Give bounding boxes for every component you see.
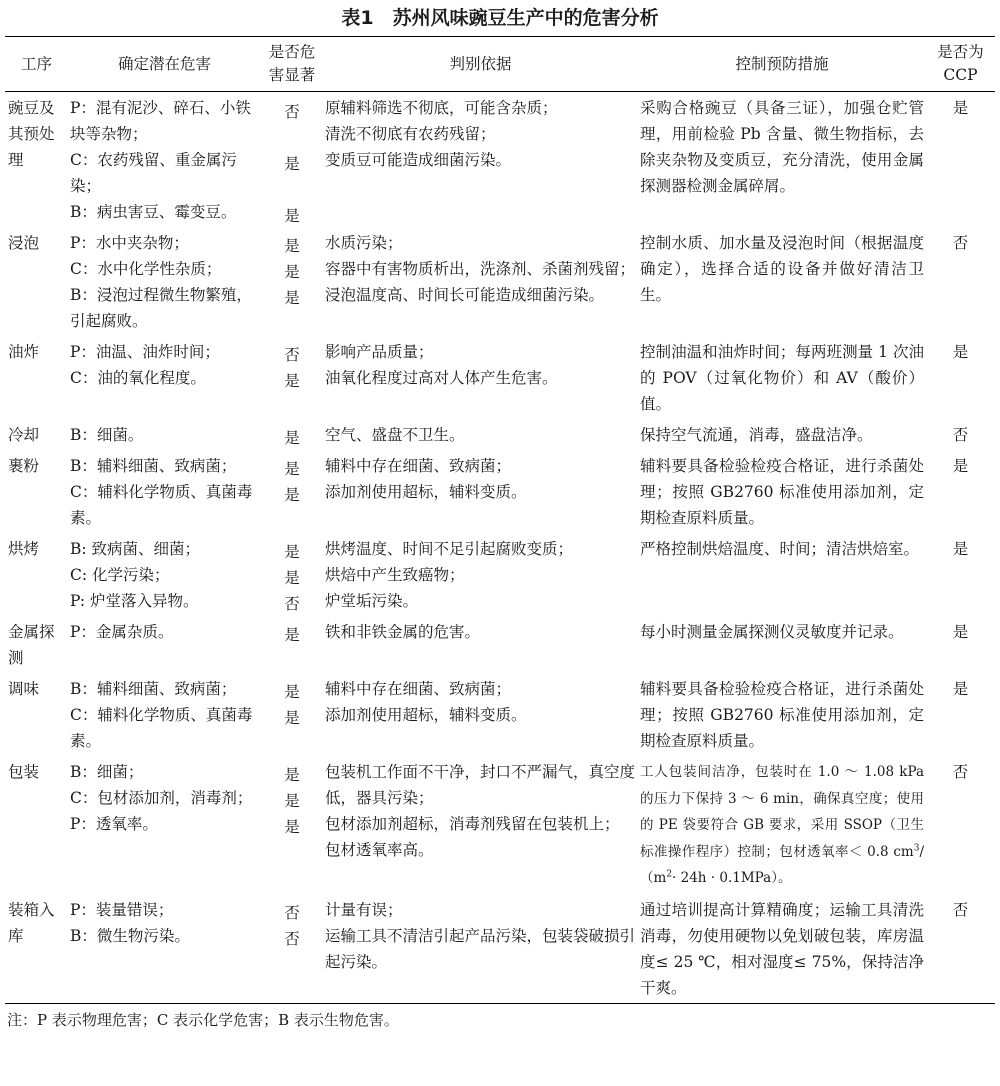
basis-item: 添加剂使用超标，辅料变质。 [325, 483, 527, 501]
significance-cell [261, 92, 323, 228]
ccp-cell: 是 [952, 623, 969, 641]
header-ccp [926, 37, 995, 92]
significance-mark: 是 [284, 263, 300, 281]
table-note: 注：P 表示物理危害；C 表示化学危害；B 表示生物危害。 [7, 1010, 399, 1029]
hazard-cell [68, 336, 261, 419]
basis-item: 烘焙中产生致癌物； [325, 566, 465, 584]
significance-cell [261, 616, 323, 673]
table-row [5, 419, 995, 450]
basis-item: 包装机工作面不干净，封口不严漏气，真空度低，器具污染； [325, 763, 636, 807]
significance-mark: 是 [284, 569, 300, 587]
hazard-item: B: 致病菌、细菌； [70, 540, 201, 558]
table-body [5, 92, 995, 1004]
significance-cell [261, 419, 323, 450]
table-row [5, 450, 995, 533]
hazard-item: C：农药残留、重金属污染； [70, 151, 237, 195]
control-cell: 辅料要具备检验检疫合格证，进行杀菌处理；按照 GB2760 标准使用添加剂，定期检查原料质量。 [640, 680, 924, 750]
control-cell: 保持空气流通，消毒，盛盘洁净。 [640, 426, 873, 444]
basis-item: 运输工具不清洁引起产品污染，包装袋破损引起污染。 [325, 926, 636, 971]
basis-item: 油氧化程度过高对人体产生危害。 [325, 369, 558, 387]
significance-mark: 否 [284, 102, 300, 121]
table-row [5, 227, 995, 336]
significance-mark: 是 [284, 460, 300, 478]
control-cell: 每小时测量金属探测仪灵敏度并记录。 [640, 623, 904, 641]
basis-cell [323, 756, 638, 894]
control-text: · 24h · 0.1MPa）。 [672, 870, 792, 887]
header-significant-line: 是否危 [268, 43, 316, 61]
significance-mark: 否 [284, 929, 300, 948]
process-cell: 包装 [8, 763, 40, 781]
basis-cell [323, 450, 638, 533]
basis-item: 计量有误； [325, 900, 403, 919]
hazard-item: B：微生物污染。 [70, 926, 190, 945]
header-significant-line: 害显著 [268, 66, 316, 84]
hazard-item: B：细菌。 [70, 426, 144, 444]
ccp-cell: 是 [952, 99, 969, 117]
significance-mark: 是 [284, 683, 300, 701]
process-cell: 烘烤 [8, 540, 40, 558]
significance-cell [261, 756, 323, 894]
basis-item: 包材添加剂超标，消毒剂残留在包装机上； [325, 815, 620, 833]
process-cell: 豌豆及其预处理 [8, 99, 55, 169]
control-cell: 通过培训提高计算精确度；运输工具清洗消毒，勿使用硬物以免划破包装，库房温度≤ 25 ℃，相对湿度≤ 75%，保持洁净干爽。 [640, 900, 924, 997]
hazard-item: P：水中夹杂物； [70, 234, 189, 252]
header-ccp-line: CCP [943, 66, 978, 84]
hazard-item: C：辅料化学物质、真菌毒素。 [70, 706, 253, 750]
basis-cell [323, 92, 638, 228]
significance-mark: 是 [284, 289, 300, 307]
hazard-item: P: 炉堂落入异物。 [70, 592, 199, 610]
hazard-item: C：包材添加剂，消毒剂； [70, 789, 253, 807]
basis-item: 炉堂垢污染。 [325, 592, 419, 610]
significance-mark: 是 [284, 709, 300, 727]
significance-mark: 是 [284, 429, 300, 447]
hazard-item: B：细菌； [70, 763, 144, 781]
header-control: 控制预防措施 [735, 54, 829, 73]
table-row [5, 533, 995, 616]
significance-cell [261, 533, 323, 616]
table-row [5, 616, 995, 673]
hazard-analysis-table [5, 36, 995, 1004]
hazard-cell [68, 419, 261, 450]
significance-mark: 是 [284, 206, 300, 225]
process-cell: 调味 [8, 680, 40, 698]
table-row [5, 673, 995, 756]
basis-cell [323, 673, 638, 756]
ccp-cell: 否 [952, 426, 969, 444]
control-cell [638, 756, 926, 894]
basis-cell [323, 419, 638, 450]
significance-mark: 是 [284, 237, 300, 255]
hazard-item: P：金属杂质。 [70, 623, 174, 641]
significance-mark: 是 [284, 818, 300, 836]
significance-cell [261, 894, 323, 1004]
process-cell: 油炸 [8, 343, 40, 361]
process-cell: 金属探测 [8, 623, 55, 667]
control-cell: 采购合格豌豆（具备三证），加强仓贮管理，用前检验 Pb 含量、微生物指标，去除夹杂物及变质豆，充分清洗，使用金属探测器检测金属碎屑。 [640, 99, 924, 195]
significance-cell [261, 336, 323, 419]
hazard-item: C：辅料化学物质、真菌毒素。 [70, 483, 253, 527]
control-cell: 严格控制烘焙温度、时间；清洁烘焙室。 [640, 540, 920, 558]
significance-mark: 否 [284, 346, 300, 364]
hazard-cell [68, 533, 261, 616]
table-row [5, 894, 995, 1004]
header-process: 工序 [20, 54, 52, 73]
hazard-item: C: 化学污染； [70, 566, 170, 584]
significance-mark: 是 [284, 766, 300, 784]
ccp-cell: 是 [952, 540, 969, 558]
hazard-cell [68, 227, 261, 336]
hazard-item: C：水中化学性杂质； [70, 260, 222, 278]
hazard-cell [68, 92, 261, 228]
process-cell: 冷却 [8, 426, 40, 444]
hazard-cell [68, 616, 261, 673]
significance-mark: 是 [284, 626, 300, 644]
control-cell: 控制水质、加水量及浸泡时间（根据温度确定），选择合适的设备并做好清洁卫生。 [640, 234, 924, 304]
process-cell: 浸泡 [8, 234, 40, 252]
table-row [5, 92, 995, 228]
hazard-item: B：浸泡过程微生物繁殖，引起腐败。 [70, 286, 252, 330]
basis-cell [323, 616, 638, 673]
header-basis: 判别依据 [449, 54, 512, 73]
basis-item: 原辅料筛选不彻底，可能含杂质； [325, 99, 558, 117]
control-text: /（m [640, 843, 924, 887]
significance-mark: 否 [284, 595, 300, 613]
basis-item: 水质污染； [325, 234, 403, 252]
basis-item: 清洗不彻底有农药残留； [325, 125, 496, 143]
basis-item: 包材透氧率高。 [325, 841, 434, 859]
basis-item: 容器中有害物质析出，洗涤剂、杀菌剂残留； [325, 260, 636, 278]
process-cell: 装箱入库 [8, 900, 55, 945]
basis-cell [323, 336, 638, 419]
hazard-item: B：病虫害豆、霉变豆。 [70, 203, 237, 221]
control-cell: 控制油温和油炸时间；每两班测量 1 次油的 POV（过氧化物价）和 AV（酸价）值。 [640, 343, 924, 413]
hazard-item: B：辅料细菌、致病菌； [70, 680, 237, 698]
basis-item: 空气、盛盘不卫生。 [325, 426, 465, 444]
hazard-cell [68, 756, 261, 894]
hazard-item: P：透氧率。 [70, 815, 158, 833]
hazard-cell [68, 450, 261, 533]
basis-cell [323, 227, 638, 336]
ccp-cell: 否 [952, 763, 969, 781]
control-cell: 辅料要具备检验检疫合格证，进行杀菌处理；按照 GB2760 标准使用添加剂，定期检查原料质量。 [640, 457, 924, 527]
significance-mark: 是 [284, 154, 300, 173]
superscript: 3 [913, 843, 920, 854]
header-significant [261, 37, 323, 92]
basis-item: 影响产品质量； [325, 343, 434, 361]
process-cell: 裹粉 [8, 457, 40, 475]
significance-cell [261, 673, 323, 756]
hazard-item: P：装量错误； [70, 900, 174, 919]
basis-item: 添加剂使用超标，辅料变质。 [325, 706, 527, 724]
header-ccp-line: 是否为 [937, 43, 984, 61]
significance-mark: 是 [284, 486, 300, 504]
basis-cell [323, 533, 638, 616]
significance-mark: 是 [284, 792, 300, 810]
ccp-cell: 否 [952, 900, 969, 919]
table-row [5, 756, 995, 894]
basis-item: 铁和非铁金属的危害。 [325, 623, 481, 641]
hazard-cell [68, 894, 261, 1004]
hazard-item: B：辅料细菌、致病菌； [70, 457, 237, 475]
basis-cell [323, 894, 638, 1004]
basis-item: 变质豆可能造成细菌污染。 [325, 151, 512, 169]
ccp-cell: 是 [952, 343, 969, 361]
significance-mark: 是 [284, 372, 300, 390]
control-text: 工人包装间洁净，包装时在 1.0 ～ 1.08 kPa 的压力下保持 3 ～ 6 min，确保真空度；使用的 PE 袋要符合 GB 要求，采用 SSOP（卫生标准操作程序）控制；包材透氧率＜ 0.8 cm [640, 764, 924, 860]
significance-mark: 是 [284, 543, 300, 561]
significance-cell [261, 450, 323, 533]
table-title: 表1 苏州风味豌豆生产中的危害分析 [341, 7, 659, 29]
header-hazard: 确定潜在危害 [117, 54, 211, 73]
ccp-cell: 是 [952, 457, 969, 475]
hazard-item: C：油的氧化程度。 [70, 369, 206, 387]
significance-mark: 否 [284, 903, 300, 922]
basis-item: 烘烤温度、时间不足引起腐败变质； [325, 540, 574, 558]
table-row [5, 336, 995, 419]
basis-item: 辅料中存在细菌、致病菌； [325, 680, 512, 698]
hazard-item: P：油温、油炸时间； [70, 343, 220, 361]
ccp-cell: 否 [952, 234, 969, 252]
significance-cell [261, 227, 323, 336]
basis-item: 浸泡温度高、时间长可能造成细菌污染。 [325, 286, 605, 304]
superscript: 2 [666, 869, 673, 880]
table-header-row [5, 37, 995, 92]
hazard-item: P：混有泥沙、碎石、小铁块等杂物； [70, 99, 251, 143]
hazard-cell [68, 673, 261, 756]
ccp-cell: 是 [952, 680, 969, 698]
basis-item: 辅料中存在细菌、致病菌； [325, 457, 512, 475]
